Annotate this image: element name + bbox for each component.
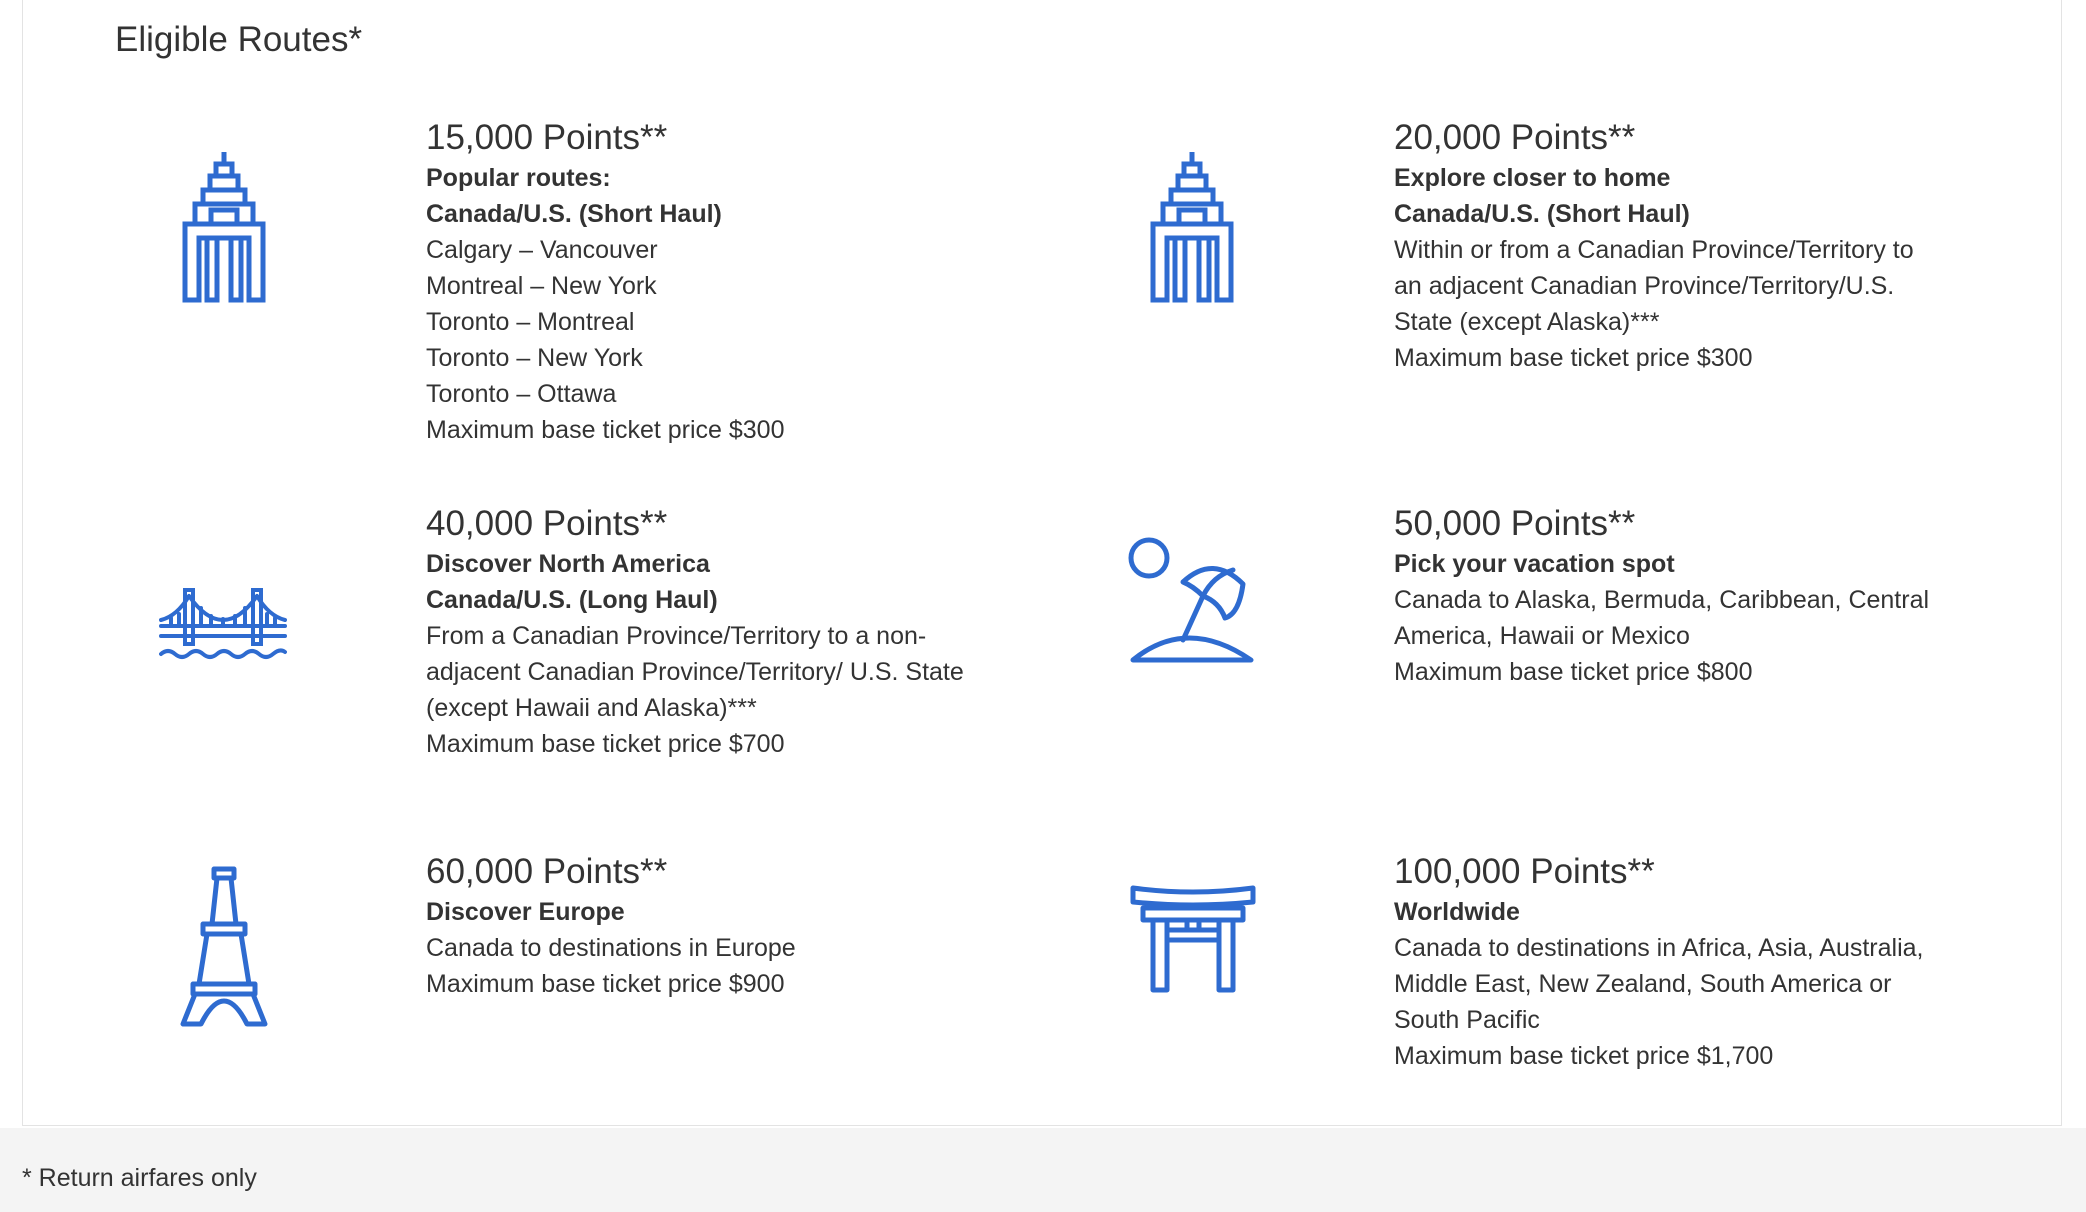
route-line: Montreal – New York <box>426 272 657 300</box>
bridge-icon <box>159 586 287 662</box>
route-line: Canada to destinations in Africa, Asia, Australia, <box>1394 934 1924 962</box>
route-50000 <box>1394 502 1994 690</box>
eligible-routes-card <box>22 0 2062 1126</box>
route-line: Pick your vacation spot <box>1394 550 1675 578</box>
route-60000 <box>426 850 1026 1002</box>
route-line: Explore closer to home <box>1394 164 1671 192</box>
route-line: Toronto – New York <box>426 344 643 372</box>
points-heading: 15,000 Points** <box>426 118 668 157</box>
route-line: Calgary – Vancouver <box>426 236 658 264</box>
route-line: (except Hawaii and Alaska)*** <box>426 694 757 722</box>
route-line: Discover North America <box>426 550 710 578</box>
route-line: Canada/U.S. (Short Haul) <box>1394 200 1690 228</box>
points-heading: 50,000 Points** <box>1394 504 1636 543</box>
route-line: Maximum base ticket price $300 <box>1394 344 1753 372</box>
route-20000 <box>1394 116 1994 376</box>
section-title: Eligible Routes* <box>115 20 363 59</box>
route-line: Maximum base ticket price $300 <box>426 416 785 444</box>
footnote: * Return airfares only <box>22 1164 257 1192</box>
route-100000 <box>1394 850 1994 1074</box>
route-line: From a Canadian Province/Territory to a non- <box>426 622 927 650</box>
points-heading: 40,000 Points** <box>426 504 668 543</box>
route-line: Discover Europe <box>426 898 625 926</box>
route-line: Canada/U.S. (Short Haul) <box>426 200 722 228</box>
route-line: Maximum base ticket price $1,700 <box>1394 1042 1774 1070</box>
route-line: adjacent Canadian Province/Territory/ U.S. State <box>426 658 964 686</box>
route-line: Maximum base ticket price $700 <box>426 730 785 758</box>
route-line: State (except Alaska)*** <box>1394 308 1660 336</box>
skyscraper-icon <box>179 150 269 306</box>
route-line: an adjacent Canadian Province/Territory/U.S. <box>1394 272 1895 300</box>
points-heading: 60,000 Points** <box>426 852 668 891</box>
torii-gate-icon <box>1129 884 1257 996</box>
route-line: South Pacific <box>1394 1006 1540 1034</box>
route-line: Canada to destinations in Europe <box>426 934 796 962</box>
route-line: Middle East, New Zealand, South America or <box>1394 970 1892 998</box>
route-line: Worldwide <box>1394 898 1520 926</box>
beach-umbrella-icon <box>1127 536 1257 666</box>
route-line: Toronto – Montreal <box>426 308 635 336</box>
route-40000 <box>426 502 1026 762</box>
eiffel-tower-icon <box>179 866 269 1028</box>
route-line: Maximum base ticket price $800 <box>1394 658 1753 686</box>
route-line: Within or from a Canadian Province/Territory to <box>1394 236 1914 264</box>
route-line: Canada to Alaska, Bermuda, Caribbean, Central <box>1394 586 1930 614</box>
route-line: Maximum base ticket price $900 <box>426 970 785 998</box>
skyscraper-icon <box>1147 150 1237 306</box>
route-line: Canada/U.S. (Long Haul) <box>426 586 718 614</box>
points-heading: 20,000 Points** <box>1394 118 1636 157</box>
route-15000 <box>426 116 1026 448</box>
route-line: Popular routes: <box>426 164 611 192</box>
route-line: Toronto – Ottawa <box>426 380 617 408</box>
points-heading: 100,000 Points** <box>1394 852 1655 891</box>
route-line: America, Hawaii or Mexico <box>1394 622 1690 650</box>
